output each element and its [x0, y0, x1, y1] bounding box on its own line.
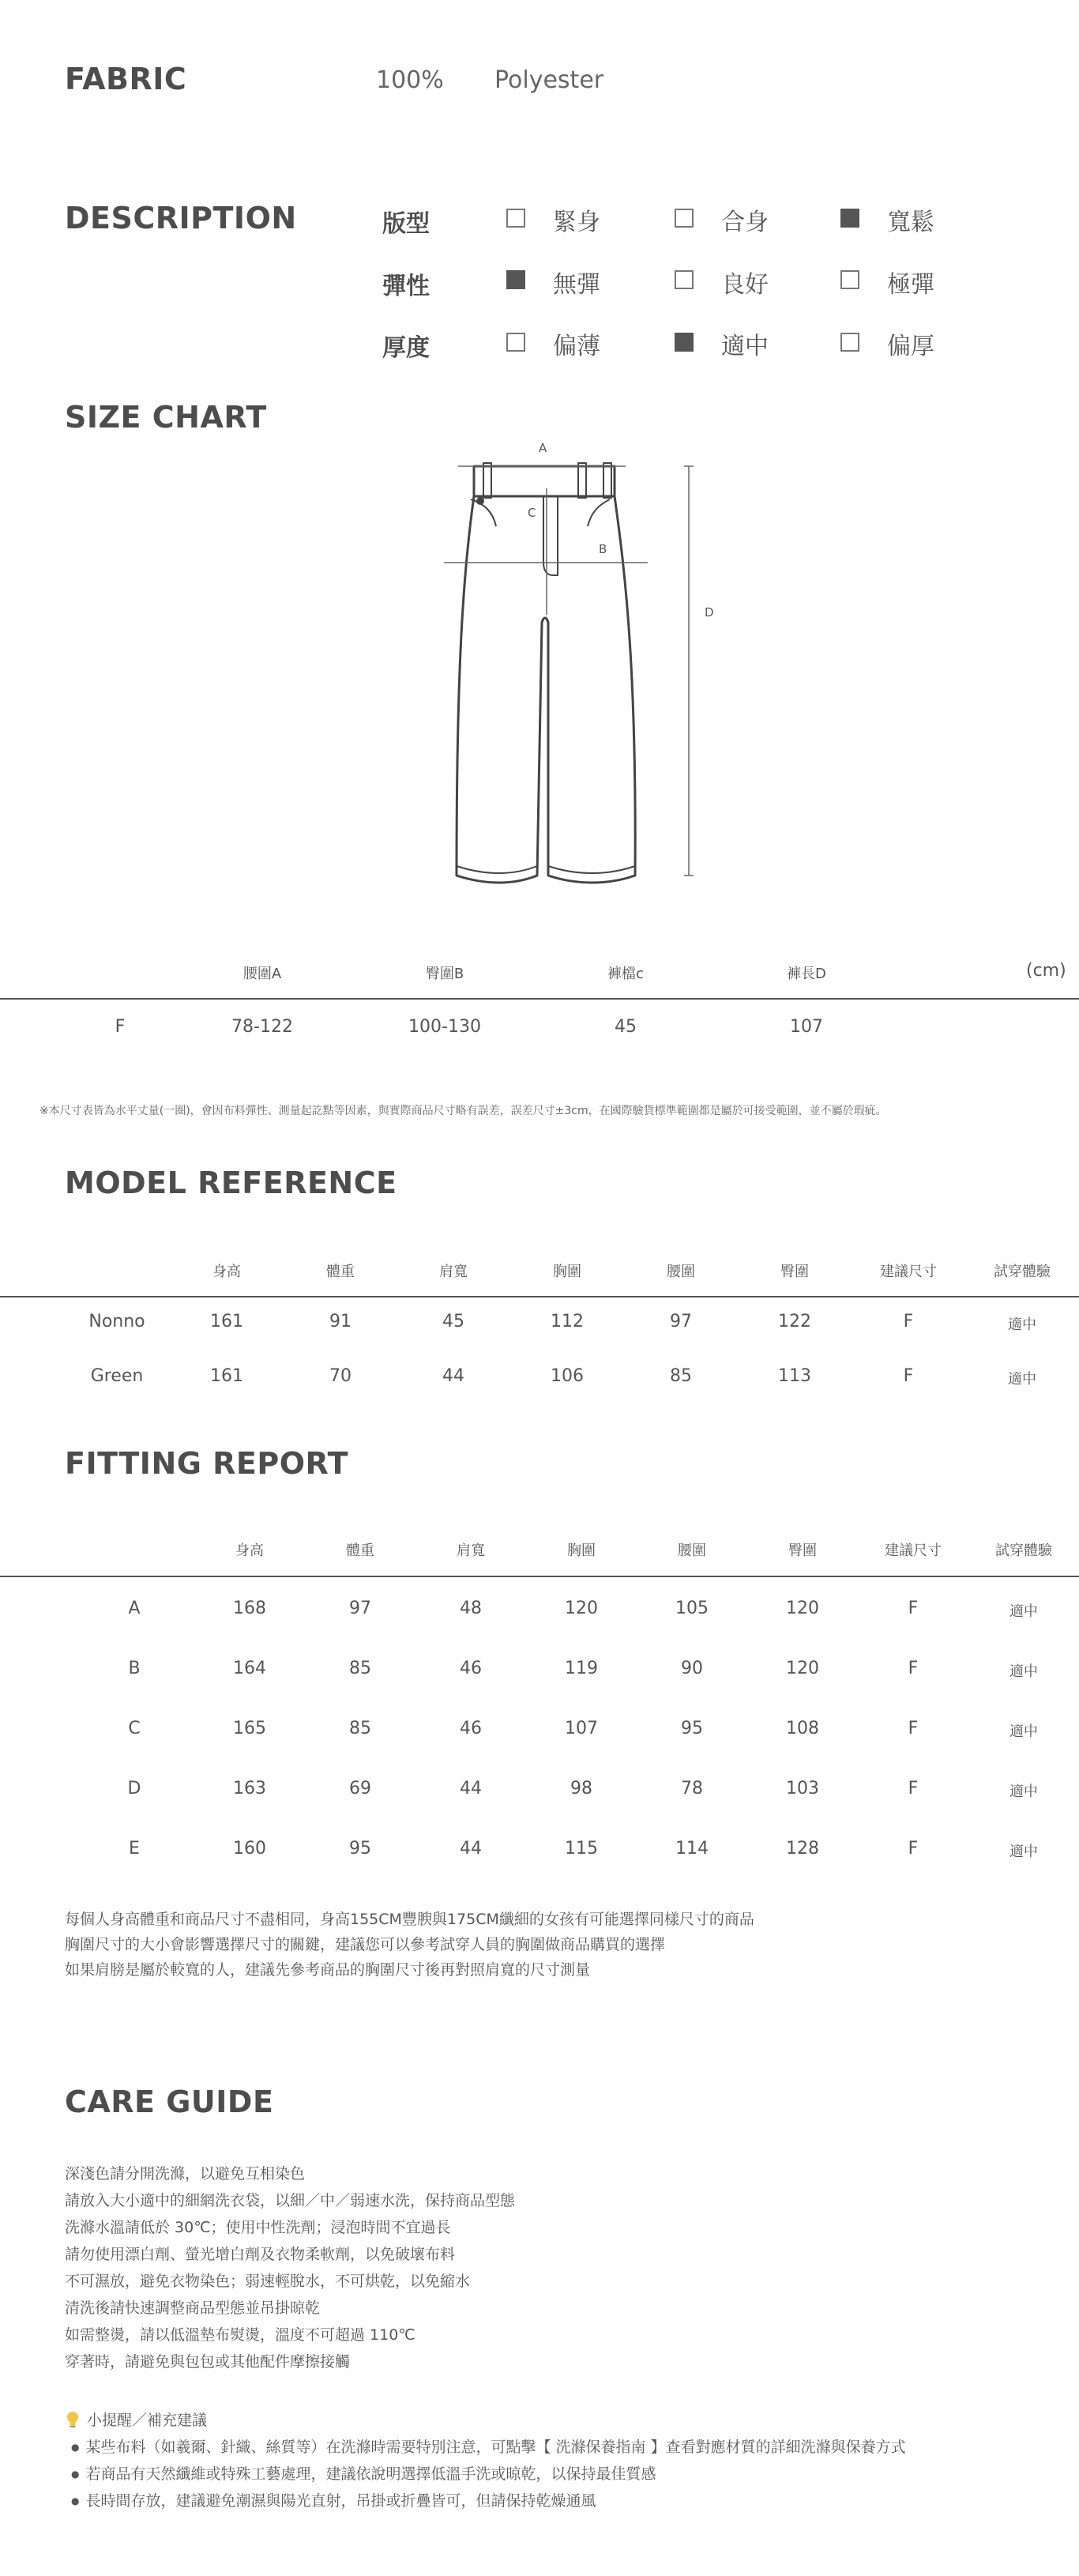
model-cell: 91	[329, 1312, 352, 1331]
model-cell: 45	[442, 1312, 464, 1331]
option-stretch-good: 良好	[721, 271, 769, 299]
checkbox-thickness-thick	[840, 333, 859, 352]
fitting-header: 臀圍	[788, 1542, 817, 1559]
fabric-material: Polyester	[494, 66, 604, 94]
checkbox-fit-regular	[675, 209, 694, 228]
model-header: 肩寬	[439, 1264, 468, 1280]
option-fit-regular: 合身	[721, 209, 769, 236]
care-line-2: 請放入大小適中的細網洗衣袋，以細／中／弱速水洗，保持商品型態	[65, 2192, 516, 2209]
size-value-hip: 100-130	[408, 1017, 481, 1037]
fitting-cell: 90	[681, 1659, 703, 1678]
fitting-report-title: FITTING REPORT	[65, 1446, 349, 1481]
size-chart-title: SIZE CHART	[65, 400, 267, 435]
fitting-divider	[0, 1576, 1079, 1577]
model-cell: 122	[778, 1312, 811, 1331]
fitting-cell: 85	[349, 1719, 371, 1738]
desc-label-fit: 版型	[382, 210, 430, 238]
size-row-label: F	[115, 1017, 126, 1037]
fitting-header: 體重	[346, 1542, 374, 1559]
care-line-5: 不可濕放，避免衣物染色；弱速輕脫水，不可烘乾，以免縮水	[65, 2273, 471, 2290]
description-title: DESCRIPTION	[65, 201, 297, 235]
fitting-cell: 46	[460, 1659, 482, 1678]
fitting-cell: F	[908, 1779, 919, 1798]
fitting-row-name: A	[128, 1599, 141, 1618]
fitting-cell: 46	[460, 1719, 482, 1738]
model-header: 建議尺寸	[880, 1264, 937, 1280]
option-thickness-thick: 偏厚	[887, 333, 934, 360]
fitting-cell: 115	[565, 1839, 598, 1859]
size-table-divider	[0, 998, 1079, 1000]
fitting-header: 胸圍	[567, 1542, 596, 1559]
fitting-cell: 98	[570, 1779, 592, 1798]
checkbox-stretch-none	[506, 270, 525, 289]
option-fit-tight: 緊身	[553, 209, 600, 236]
fitting-note-2: 胸圍尺寸的大小會影響選擇尺寸的關鍵，建議您可以參考試穿人員的胸圍做商品購買的選擇	[65, 1936, 666, 1953]
care-tip-2: ● 若商品有天然纖維或特殊工藝處理，建議依說明選擇低溫手洗或晾乾，以保持最佳質感	[71, 2462, 656, 2484]
fitting-cell: 適中	[1009, 1603, 1038, 1620]
size-header-hip: 臀圍B	[425, 966, 464, 982]
fitting-cell: 128	[786, 1839, 819, 1859]
fitting-cell: 85	[349, 1659, 371, 1678]
size-value-waist: 78-122	[231, 1017, 293, 1037]
fitting-header: 建議尺寸	[885, 1542, 942, 1559]
model-header: 體重	[326, 1264, 355, 1280]
model-cell: 106	[551, 1366, 584, 1386]
model-cell: 44	[442, 1366, 464, 1386]
fitting-cell: F	[908, 1719, 919, 1738]
fitting-cell: 適中	[1009, 1723, 1038, 1740]
fitting-note-1: 每個人身高體重和商品尺寸不盡相同，身高155CM豐腴與175CM纖細的女孩有可能選擇同樣尺寸的商品	[65, 1911, 754, 1928]
checkbox-fit-tight	[506, 209, 525, 228]
model-cell: 113	[778, 1366, 811, 1386]
option-thickness-thin: 偏薄	[553, 333, 600, 360]
fitting-cell: 48	[460, 1599, 482, 1618]
option-stretch-high: 極彈	[887, 271, 934, 299]
model-cell: 適中	[1008, 1316, 1036, 1333]
fitting-cell: 44	[460, 1779, 482, 1798]
size-header-waist: 腰圍A	[242, 966, 282, 982]
fitting-cell: 69	[349, 1779, 371, 1798]
fitting-cell: 44	[460, 1839, 482, 1859]
size-value-rise: 45	[615, 1017, 637, 1037]
model-row-name: Nonno	[88, 1312, 145, 1331]
fitting-header: 身高	[235, 1542, 264, 1559]
diagram-label-a: A	[539, 441, 547, 455]
fitting-cell: 107	[565, 1719, 598, 1738]
size-value-length: 107	[790, 1017, 823, 1037]
desc-label-thickness: 厚度	[382, 334, 430, 362]
fitting-note-3: 如果肩膀是屬於較寬的人，建議先參考商品的胸圍尺寸後再對照肩寬的尺寸測量	[65, 1961, 591, 1979]
model-cell: F	[903, 1366, 914, 1386]
checkbox-thickness-medium	[675, 333, 694, 352]
fitting-cell: 164	[233, 1659, 266, 1678]
fitting-header: 腰圍	[678, 1542, 706, 1559]
care-guide-title: CARE GUIDE	[65, 2085, 274, 2119]
fitting-cell: 120	[565, 1599, 598, 1618]
care-tip-title: 小提醒／補充建議	[87, 2412, 208, 2429]
checkbox-fit-loose	[840, 209, 859, 228]
care-line-3: 洗滌水溫請低於 30℃；使用中性洗劑；浸泡時間不宜過長	[65, 2219, 451, 2236]
model-cell: F	[903, 1312, 914, 1331]
fabric-title: FABRIC	[65, 62, 187, 96]
model-header: 腰圍	[667, 1264, 695, 1280]
option-fit-loose: 寬鬆	[887, 209, 934, 236]
model-header: 臀圍	[780, 1264, 809, 1280]
diagram-label-b: B	[599, 542, 607, 556]
fitting-cell: 適中	[1009, 1843, 1038, 1860]
care-line-8: 穿著時，請避免與包包或其他配件摩擦接觸	[65, 2353, 351, 2371]
model-header: 身高	[212, 1264, 241, 1280]
fitting-header: 肩寬	[457, 1542, 485, 1559]
care-tip-1: ● 某些布料（如羲爾、針織、絲質等）在洗滌時需要特別注意，可點擊【 洗滌保養指南 】查看對應材質的詳細洗滌與保養方式	[71, 2435, 906, 2457]
size-unit: (cm)	[1026, 961, 1066, 981]
fitting-cell: 78	[681, 1779, 703, 1798]
fitting-cell: F	[908, 1839, 919, 1859]
model-cell: 適中	[1008, 1371, 1036, 1388]
fitting-row-name: E	[129, 1839, 140, 1859]
option-thickness-medium: 適中	[721, 333, 769, 360]
care-line-6: 清洗後請快速調整商品型態並吊掛晾乾	[65, 2299, 321, 2317]
care-line-7: 如需整燙，請以低溫墊布熨燙，溫度不可超過 110℃	[65, 2326, 415, 2344]
fitting-row-name: D	[127, 1779, 141, 1798]
option-stretch-none: 無彈	[553, 271, 600, 299]
checkbox-stretch-good	[675, 270, 694, 289]
model-cell: 97	[670, 1312, 692, 1331]
diagram-label-d: D	[705, 605, 714, 620]
model-cell: 70	[329, 1366, 352, 1386]
model-header: 試穿體驗	[994, 1264, 1051, 1280]
fitting-cell: 163	[233, 1779, 266, 1798]
model-cell: 161	[210, 1312, 243, 1331]
checkbox-stretch-high	[840, 270, 859, 289]
fitting-header: 試穿體驗	[995, 1542, 1052, 1559]
fitting-cell: 103	[786, 1779, 819, 1798]
diagram-label-c: C	[528, 506, 536, 520]
care-tip-heading	[65, 2408, 207, 2430]
model-reference-title: MODEL REFERENCE	[65, 1166, 397, 1200]
fitting-cell: F	[908, 1599, 919, 1618]
size-header-rise: 褲檔c	[607, 966, 644, 982]
fitting-cell: F	[908, 1659, 919, 1678]
fitting-cell: 119	[565, 1659, 598, 1678]
fitting-cell: 108	[786, 1719, 819, 1738]
fitting-row-name: C	[128, 1719, 141, 1738]
care-tip-3: ● 長時間存放，建議避免潮濕與陽光直射，吊掛或折疊皆可，但請保持乾燥通風	[71, 2489, 596, 2510]
fitting-cell: 適中	[1009, 1783, 1038, 1800]
model-cell: 112	[551, 1312, 584, 1331]
checkbox-thickness-thin	[506, 333, 525, 352]
fitting-cell: 97	[349, 1599, 371, 1618]
lightbulb-icon	[65, 2411, 81, 2428]
model-cell: 85	[670, 1366, 692, 1386]
fabric-percent: 100%	[376, 66, 444, 94]
care-line-1: 深淺色請分開洗滌，以避免互相染色	[65, 2165, 306, 2182]
fitting-cell: 105	[675, 1599, 709, 1618]
model-header: 胸圍	[553, 1264, 581, 1280]
pants-diagram	[411, 433, 727, 891]
fitting-row-name: B	[128, 1659, 141, 1678]
fitting-cell: 120	[786, 1659, 819, 1678]
model-cell: 161	[210, 1366, 243, 1386]
care-line-4: 請勿使用漂白劑、螢光增白劑及衣物柔軟劑，以免破壞布料	[65, 2246, 456, 2263]
fitting-cell: 95	[681, 1719, 703, 1738]
model-divider	[0, 1296, 1079, 1297]
desc-label-stretch: 彈性	[382, 273, 430, 300]
model-row-name: Green	[90, 1366, 144, 1386]
fitting-cell: 120	[786, 1599, 819, 1618]
fitting-cell: 165	[233, 1719, 266, 1738]
size-header-length: 褲長D	[787, 966, 826, 982]
fitting-cell: 168	[233, 1599, 266, 1618]
size-chart-note: ※本尺寸表皆為水平丈量(一圈)，會因布料彈性、測量起訖點等因素，與實際商品尺寸略有誤差，誤差尺寸±3cm，在國際驗貨標準範圍都是屬於可接受範圍，並不屬於瑕疵。	[39, 1105, 887, 1117]
fitting-cell: 95	[349, 1839, 371, 1859]
fitting-cell: 適中	[1009, 1663, 1038, 1680]
fitting-cell: 160	[233, 1839, 266, 1859]
fitting-cell: 114	[675, 1839, 709, 1859]
